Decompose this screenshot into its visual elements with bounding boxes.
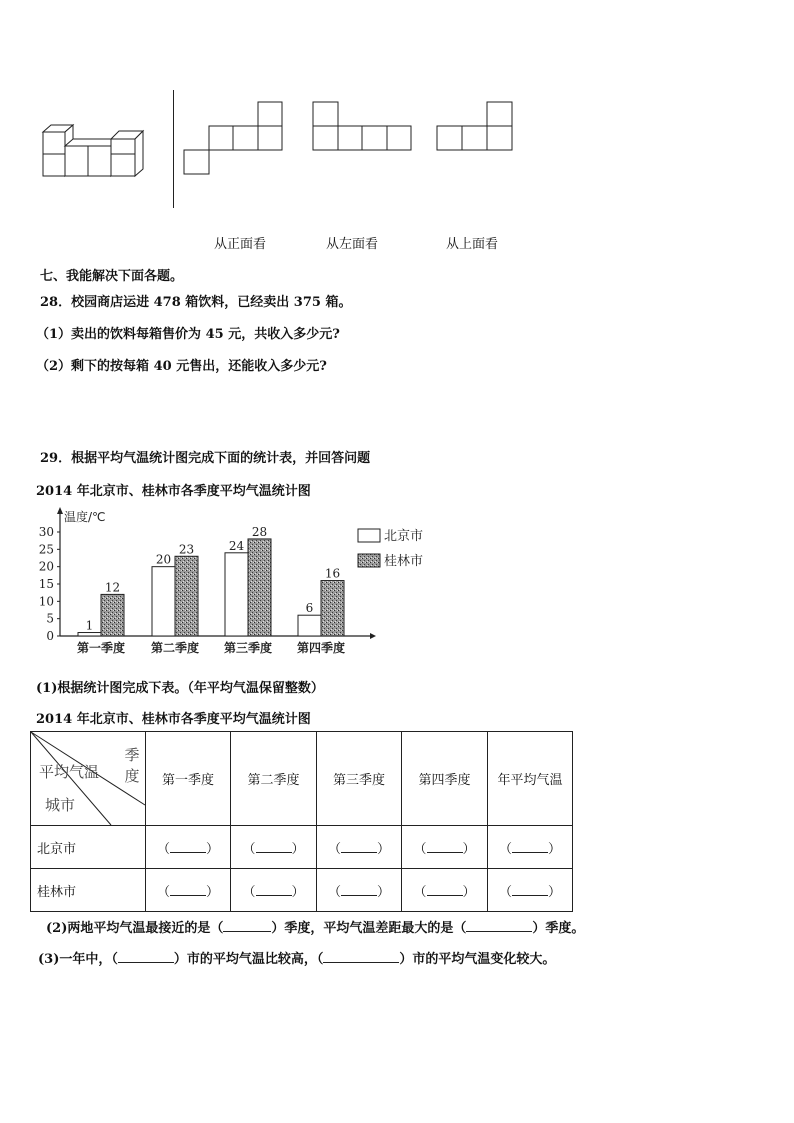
- y-tick-label: 20: [38, 559, 54, 574]
- temperature-table: [30, 731, 573, 912]
- answer-blank[interactable]: （ ）: [231, 826, 317, 869]
- left-view-grid: [312, 101, 417, 156]
- bar-beijing: [78, 633, 101, 636]
- bar-beijing: [225, 553, 248, 636]
- bar-beijing: [298, 615, 321, 636]
- answer-blank[interactable]: （ ）: [146, 826, 231, 869]
- y-tick-label: 30: [38, 525, 54, 539]
- category-label: 第四季度: [296, 641, 346, 655]
- answer-blank[interactable]: （ ）: [488, 826, 573, 869]
- data-label: 23: [178, 542, 195, 557]
- answer-blank-largest[interactable]: [466, 919, 532, 932]
- question-28-part-2: （2）剩下的按每箱 40 元售出，还能收入多少元?: [36, 359, 327, 374]
- category-label: 第二季度: [150, 641, 200, 655]
- legend-swatch-guilin: [358, 554, 380, 567]
- data-label: 28: [251, 524, 268, 539]
- legend-label-beijing: 北京市: [384, 529, 424, 544]
- row-city-guilin: 桂林市: [31, 869, 146, 912]
- answer-blank[interactable]: （ ）: [402, 826, 488, 869]
- cube-model-drawing: [40, 124, 160, 184]
- y-tick-label: 5: [46, 611, 54, 626]
- answer-blank-variable[interactable]: [323, 950, 399, 963]
- chart-title: 2014 年北京市、桂林市各季度平均气温统计图: [36, 484, 311, 499]
- question-28-part-1: （1）卖出的饮料每箱售价为 45 元，共收入多少元?: [36, 327, 340, 342]
- corner-label-season: 季度: [124, 746, 140, 785]
- question-29-sub-3: (3)一年中，（ ）市的平均气温比较高，（ ）市的平均气温变化较大。: [38, 952, 556, 967]
- corner-label-temperature: 平均气温: [39, 763, 100, 781]
- corner-label-city: 城市: [45, 796, 76, 814]
- header-q2: 第二季度: [231, 732, 317, 826]
- question-29-sub-1: (1)根据统计图完成下表。（年平均气温保留整数）: [36, 681, 324, 696]
- answer-blank-higher[interactable]: [118, 950, 174, 963]
- question-28-stem: 28．校园商店运进 478 箱饮料，已经卖出 375 箱。: [40, 295, 352, 310]
- data-label: 12: [104, 580, 121, 595]
- legend-label-guilin: 桂林市: [384, 554, 424, 569]
- top-view-grid: [436, 101, 516, 156]
- top-view-label: 从上面看: [446, 237, 499, 252]
- bar-guilin: [321, 581, 344, 636]
- table-corner-cell: [31, 732, 146, 826]
- bar-guilin: [248, 539, 271, 636]
- data-label: 20: [155, 552, 172, 567]
- data-label: 16: [324, 566, 341, 581]
- answer-blank[interactable]: （ ）: [317, 869, 402, 912]
- category-label: 第一季度: [76, 641, 126, 655]
- answer-blank[interactable]: （ ）: [231, 869, 317, 912]
- bar-guilin: [175, 556, 198, 636]
- legend-swatch-beijing: [358, 529, 380, 542]
- question-29-stem: 29．根据平均气温统计图完成下面的统计表，并回答问题: [40, 451, 371, 466]
- header-q3: 第三季度: [317, 732, 402, 826]
- category-label: 第三季度: [223, 641, 273, 655]
- y-axis-label: 温度/℃: [64, 510, 106, 524]
- header-q4: 第四季度: [402, 732, 488, 826]
- y-tick-label: 10: [38, 594, 54, 609]
- divider-line: [173, 90, 174, 208]
- front-view-grid: [183, 101, 283, 181]
- answer-blank[interactable]: （ ）: [402, 869, 488, 912]
- header-annual: 年平均气温: [488, 732, 573, 826]
- left-view-label: 从左面看: [326, 237, 379, 252]
- data-label: 24: [228, 538, 245, 553]
- table-title: 2014 年北京市、桂林市各季度平均气温统计图: [36, 712, 311, 727]
- answer-blank[interactable]: （ ）: [317, 826, 402, 869]
- data-label: 6: [305, 601, 314, 616]
- front-view-label: 从正面看: [214, 237, 267, 252]
- y-axis-arrow: [57, 507, 63, 514]
- header-q1: 第一季度: [146, 732, 231, 826]
- section-title: 七、我能解决下面各题。: [40, 269, 184, 284]
- y-tick-label: 0: [46, 629, 54, 643]
- data-label: 1: [85, 618, 94, 633]
- row-city-beijing: 北京市: [31, 826, 146, 869]
- answer-blank[interactable]: （ ）: [146, 869, 231, 912]
- answer-blank-closest[interactable]: [223, 919, 271, 932]
- y-tick-label: 15: [38, 577, 54, 591]
- y-tick-label: 25: [38, 542, 54, 557]
- bar-beijing: [152, 567, 175, 636]
- answer-blank[interactable]: （ ）: [488, 869, 573, 912]
- x-axis-arrow: [370, 633, 376, 639]
- question-29-sub-2: (2)两地平均气温最接近的是（ ）季度，平均气温差距最大的是（ ）季度。: [46, 921, 585, 936]
- bar-guilin: [101, 594, 124, 636]
- temperature-bar-chart: [30, 502, 470, 662]
